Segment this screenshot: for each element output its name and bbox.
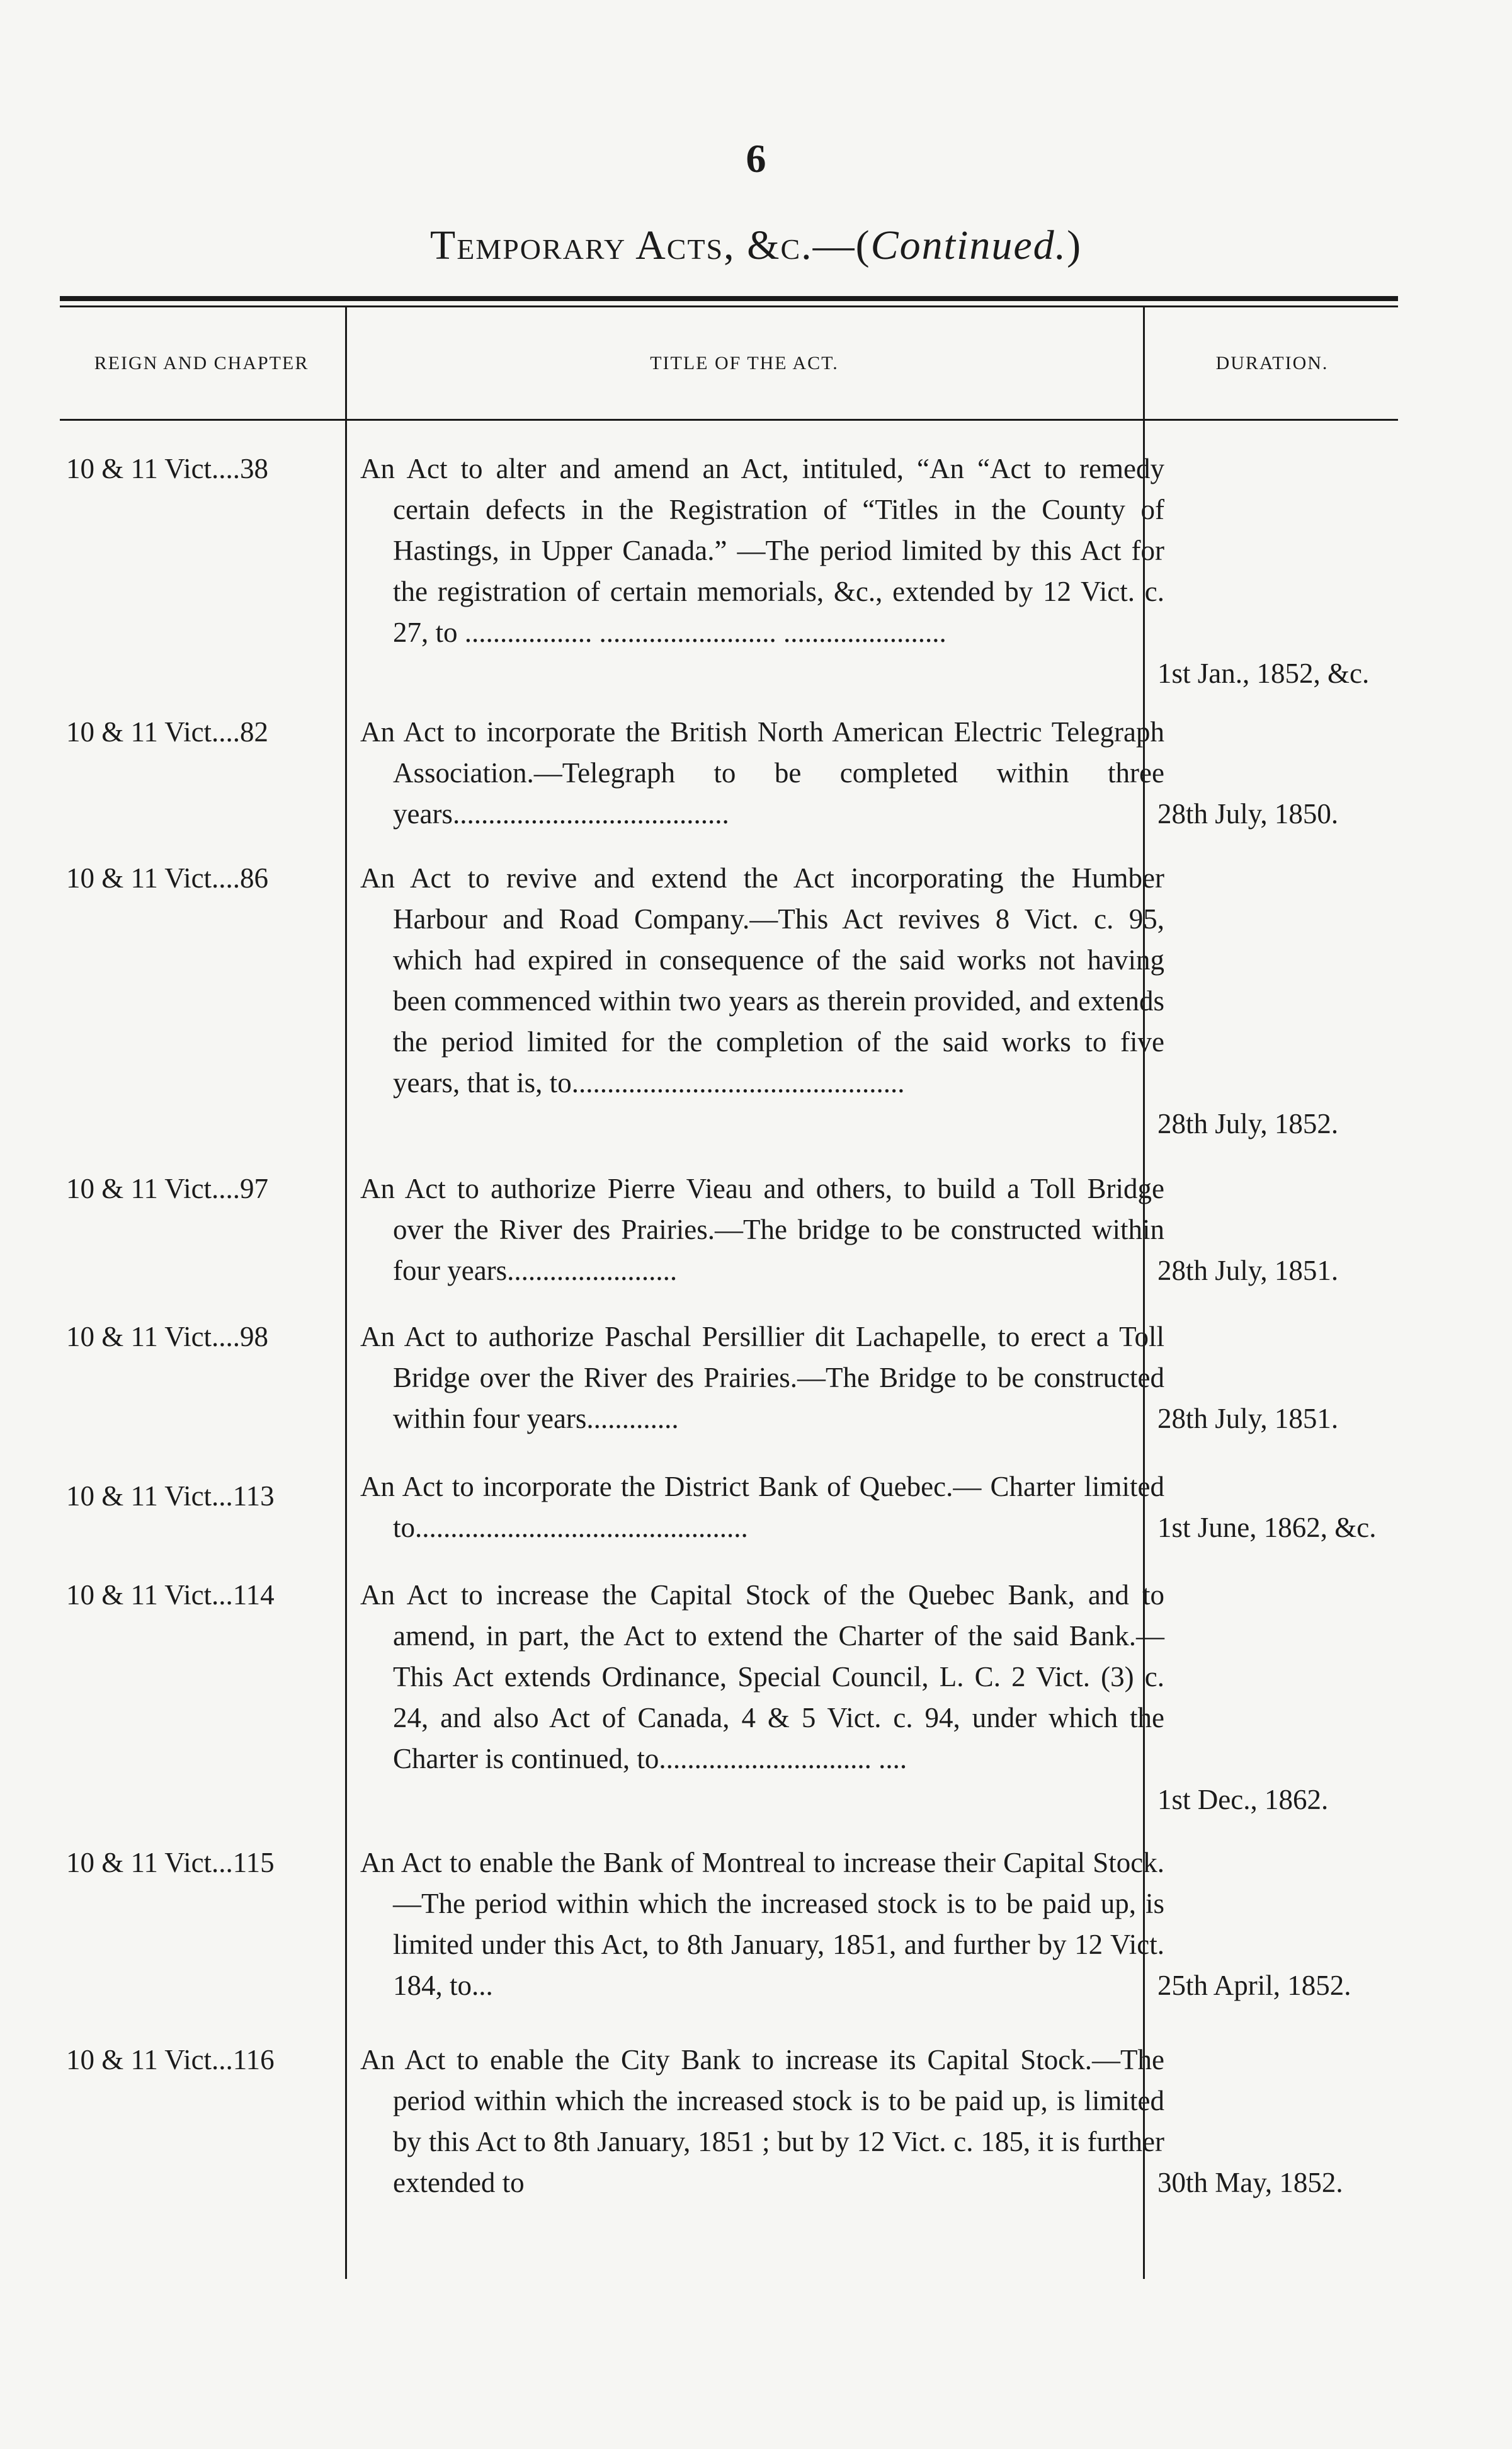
column-header-chapter: REIGN AND CHAPTER <box>94 353 309 374</box>
entry-title: An Act to authorize Pierre Vieau and others, to build a Toll Bridge over the River des Prairies.—The bridge to be constructed within four years........................ <box>360 1173 1164 1286</box>
entry-title: An Act to incorporate the District Bank of Quebec.— Charter limited to............................................... <box>360 1471 1164 1543</box>
page-title-main: Temporary Acts, &c.—( <box>429 222 871 268</box>
entry-title: An Act to increase the Capital Stock of the Quebec Bank, and to amend, in part, the Act to extend the Charter of the said Bank.—This Act extends Ordinance, Special Council, L. C. 2 Vict. (3) c. 24, and also Act of Canada, 4 & 5 Vict. c. 94, under which the Charter is continued, to.............................. .... <box>360 1579 1164 1774</box>
entry-duration: 1st Dec., 1862. <box>1157 1784 1329 1815</box>
entry-chapter: 10 & 11 Vict...113 <box>66 1480 275 1512</box>
column-header-title: TITLE OF THE ACT. <box>650 353 839 374</box>
page-title-close: ) <box>1067 222 1083 268</box>
entry-chapter: 10 & 11 Vict....82 <box>66 716 269 748</box>
entry-chapter: 10 & 11 Vict...115 <box>66 1847 275 1878</box>
page-title <box>0 222 1512 270</box>
entry-duration: 28th July, 1852. <box>1157 1108 1339 1139</box>
entry-duration: 1st Jan., 1852, &c. <box>1157 658 1370 689</box>
entry-title: An Act to incorporate the British North American Electric Telegraph Association.—Telegraph to be completed within three years....................................... <box>360 716 1164 830</box>
entry-title: An Act to authorize Paschal Persillier dit Lachapelle, to erect a Toll Bridge over the River des Prairies.—The Bridge to be constructed within four years............. <box>360 1321 1164 1434</box>
entry-title: An Act to alter and amend an Act, intituled, “An “Act to remedy certain defects in the Registration of “Titles in the County of Hastings, in Upper Canada.” —The period limited by this Act for the registration of certain memorials, &c., extended by 12 Vict. c. 27, to .................. ......................... ....................... <box>360 453 1164 648</box>
entry-chapter: 10 & 11 Vict....98 <box>66 1321 269 1352</box>
entry-title: An Act to enable the Bank of Montreal to increase their Capital Stock.—The period within which the increased stock is to be paid up, is limited under this Act, to 8th January, 1851, and further by 12 Vict. 184, to... <box>360 1847 1164 2001</box>
entry-duration: 28th July, 1851. <box>1157 1255 1339 1286</box>
header-rule <box>60 419 1398 421</box>
column-divider-left <box>345 307 347 2279</box>
entry-chapter: 10 & 11 Vict...114 <box>66 1579 275 1611</box>
entry-title: An Act to revive and extend the Act incorporating the Humber Harbour and Road Company.—This Act revives 8 Vict. c. 95, which had expired in consequence of the said works not having been commenced within two years as therein provided, and extends the period limited for the completion of the said works to five years, that is, to............................................... <box>360 862 1164 1099</box>
entry-chapter: 10 & 11 Vict...116 <box>66 2044 275 2075</box>
top-rule-thick <box>60 296 1398 301</box>
top-rule-thin <box>60 305 1398 307</box>
entry-title: An Act to enable the City Bank to increase its Capital Stock.—The period within which the increased stock is to be paid up, is limited by this Act to 8th January, 1851 ; but by 12 Vict. c. 185, it is further extended to <box>360 2044 1164 2198</box>
entry-duration: 28th July, 1851. <box>1157 1403 1339 1434</box>
page-number: 6 <box>746 136 766 181</box>
entry-chapter: 10 & 11 Vict....38 <box>66 453 269 484</box>
entry-duration: 25th April, 1852. <box>1157 1970 1351 2001</box>
entry-duration: 30th May, 1852. <box>1157 2167 1343 2198</box>
entry-duration: 1st June, 1862, &c. <box>1157 1512 1377 1543</box>
column-header-duration: DURATION. <box>1215 353 1329 374</box>
entry-chapter: 10 & 11 Vict....86 <box>66 862 269 894</box>
page-title-italic: Continued. <box>870 222 1067 268</box>
entry-chapter: 10 & 11 Vict....97 <box>66 1173 269 1204</box>
entry-duration: 28th July, 1850. <box>1157 798 1339 830</box>
